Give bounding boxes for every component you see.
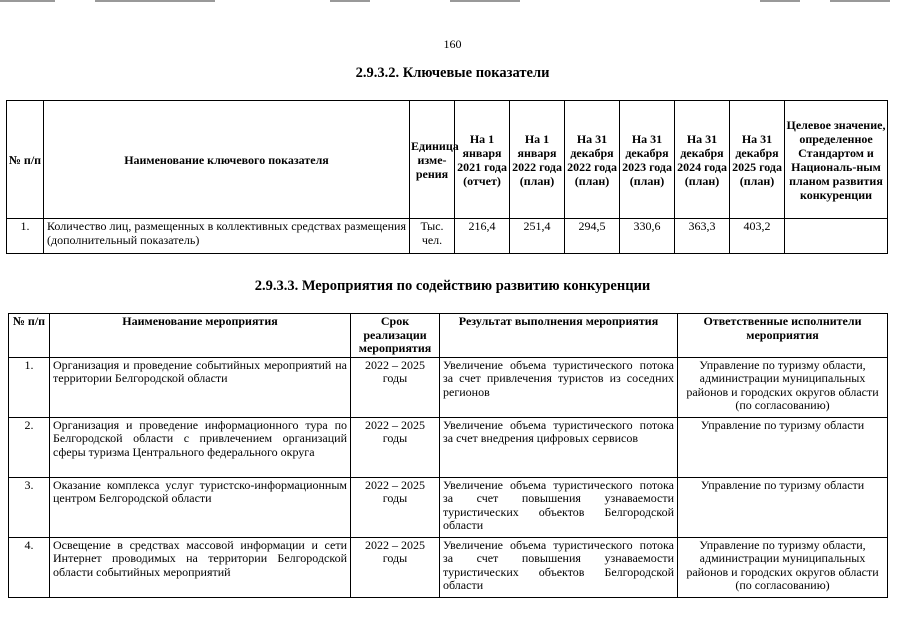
row-measure-name: Оказание комплекса услуг туристско-информационным центром Белгородской области: [50, 477, 351, 537]
row-value-2022-jan: 251,4: [510, 219, 565, 254]
header-responsible: Ответственные исполнители мероприятия: [678, 314, 888, 358]
row-responsible: Управление по туризму области: [678, 417, 888, 477]
competition-measures-table: [8, 313, 888, 598]
row-measure-name: Освещение в средствах массовой информации и сети Интернет проводимых на территории Белгородской области событийных мероприятий: [50, 537, 351, 597]
section-title-competition-measures: 2.9.3.3. Мероприятия по содействию развитию конкуренции: [254, 278, 651, 294]
table-row: [7, 219, 888, 254]
row-term: 2022 – 2025 годы: [351, 417, 440, 477]
row-num: 1.: [7, 219, 44, 254]
row-value-2025: 403,2: [730, 219, 785, 254]
row-num: 3.: [9, 477, 50, 537]
header-col-2021: На 1 января 2021 года (отчет): [455, 101, 510, 219]
header-term: Срок реализации мероприятия: [351, 314, 440, 358]
row-result: Увеличение объема туристического потока за счет привлечения туристов из соседних регионов: [440, 357, 678, 417]
row-responsible: Управление по туризму области, администрации муниципальных районов и городских округов области (по согласованию): [678, 537, 888, 597]
row-result: Увеличение объема туристического потока за счет повышения узнаваемости туристических объектов Белгородской области: [440, 537, 678, 597]
header-target-value: Целевое значение, определенное Стандартом и Националь-ным планом развития конкуренции: [785, 101, 888, 219]
header-num: № п/п: [7, 101, 44, 219]
row-measure-name: Организация и проведение событийных мероприятий на территории Белгородской области: [50, 357, 351, 417]
section-title-key-indicators: 2.9.3.2. Ключевые показатели: [355, 65, 550, 81]
row-num: 1.: [9, 357, 50, 417]
row-value-2023: 330,6: [620, 219, 675, 254]
row-value-2024: 363,3: [675, 219, 730, 254]
header-num: № п/п: [9, 314, 50, 358]
table-row: [9, 477, 888, 537]
measures-header-row: [9, 314, 888, 358]
header-unit: Единица изме-рения: [410, 101, 455, 219]
row-result: Увеличение объема туристического потока за счет повышения узнаваемости туристических объектов Белгородской области: [440, 477, 678, 537]
page-number: 160: [443, 37, 462, 51]
key-indicators-table: [6, 100, 888, 254]
header-indicator-name: Наименование ключевого показателя: [44, 101, 410, 219]
header-measure-name: Наименование мероприятия: [50, 314, 351, 358]
table-row: [9, 417, 888, 477]
table-row: [9, 537, 888, 597]
header-col-2025: На 31 декабря 2025 года (план): [730, 101, 785, 219]
row-measure-name: Организация и проведение информационного тура по Белгородской области с привлечением организаций сферы туризма Центрального федерального округа: [50, 417, 351, 477]
row-value-2021: 216,4: [455, 219, 510, 254]
key-indicators-header-row: [7, 101, 888, 219]
header-col-2023: На 31 декабря 2023 года (план): [620, 101, 675, 219]
row-result: Увеличение объема туристического потока за счет внедрения цифровых сервисов: [440, 417, 678, 477]
row-indicator-name: Количество лиц, размещенных в коллективных средствах размещения (дополнительный показатель): [44, 219, 410, 254]
row-unit: Тыс. чел.: [410, 219, 455, 254]
row-num: 2.: [9, 417, 50, 477]
scan-top-edge: [0, 0, 905, 3]
row-term: 2022 – 2025 годы: [351, 537, 440, 597]
row-responsible: Управление по туризму области, администрации муниципальных районов и городских округов области (по согласованию): [678, 357, 888, 417]
header-col-2022-jan: На 1 января 2022 года (план): [510, 101, 565, 219]
header-col-2022-dec: На 31 декабря 2022 года (план): [565, 101, 620, 219]
row-term: 2022 – 2025 годы: [351, 357, 440, 417]
table-row: [9, 357, 888, 417]
row-term: 2022 – 2025 годы: [351, 477, 440, 537]
row-responsible: Управление по туризму области: [678, 477, 888, 537]
header-col-2024: На 31 декабря 2024 года (план): [675, 101, 730, 219]
row-target-value: [785, 219, 888, 254]
row-num: 4.: [9, 537, 50, 597]
header-result: Результат выполнения мероприятия: [440, 314, 678, 358]
row-value-2022-dec: 294,5: [565, 219, 620, 254]
